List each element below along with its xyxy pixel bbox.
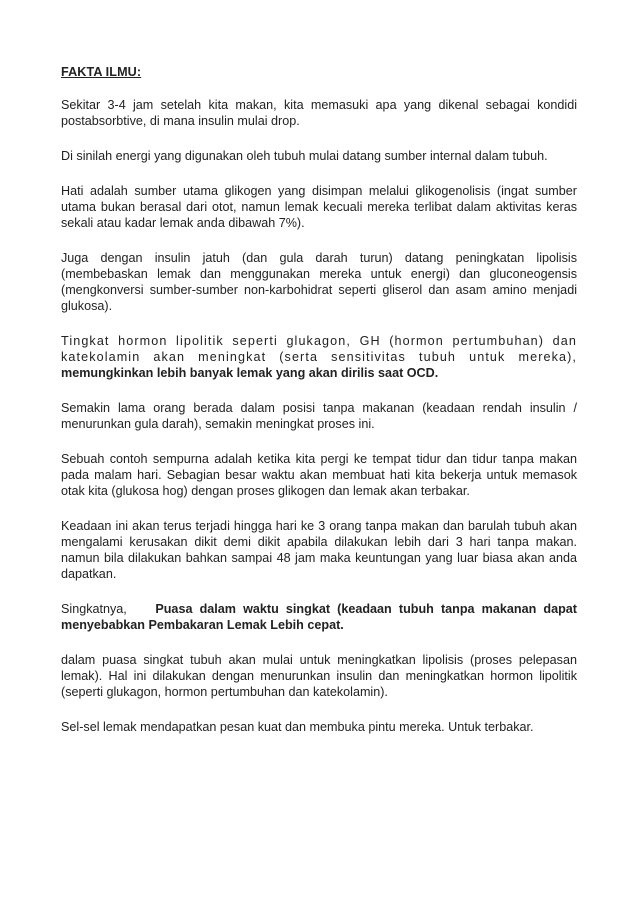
paragraph-liver-glycogen: Hati adalah sumber utama glikogen yang disimpan melalui glikogenolisis (ingat sumber utama bukan berasal dari otot, namun lemak kecuali mereka terlibat dalam aktivitas keras sekali atau kadar lemak anda dibawah 7%). (61, 184, 577, 230)
paragraph-fasting-duration: Semakin lama orang berada dalam posisi tanpa makanan (keadaan rendah insulin / menurunkan gula darah), semakin meningkat proses ini. (61, 401, 577, 431)
paragraph-summary (61, 601, 577, 633)
paragraph-sleep-example: Sebuah contoh sempurna adalah ketika kita pergi ke tempat tidur dan tidur tanpa makan pada malam hari. Sebagian besar waktu akan membuat hati kita bekerja untuk memasok otak kita (glukosa hog) dengan proses glikogen dan lemak akan terbakar. (61, 452, 577, 498)
paragraph-lipolytic-hormones (61, 333, 577, 381)
paragraph-lipolysis: Juga dengan insulin jatuh (dan gula darah turun) datang peningkatan lipolisis (membebaskan lemak dan menggunakan mereka untuk energi) dan gluconeogensis (mengkonversi sumber-sumber non-karbohidrat seperti gliserol dan asam amino menjadi glukosa). (61, 251, 577, 313)
paragraph-summary-emphasis: Puasa dalam waktu singkat (keadaan tubuh tanpa makanan dapat menyebabkan Pembakaran Lemak Lebih cepat. (61, 602, 577, 632)
paragraph-postabsorptive: Sekitar 3-4 jam setelah kita makan, kita memasuki apa yang dikenal sebagai kondidi postabsorbtive, di mana insulin mulai drop. (61, 98, 577, 128)
paragraph-fat-cells: Sel-sel lemak mendapatkan pesan kuat dan membuka pintu mereka. Untuk terbakar. (61, 720, 534, 734)
paragraph-short-fasting: dalam puasa singkat tubuh akan mulai untuk meningkatkan lipolisis (proses pelepasan lemak). Hal ini dilakukan dengan menurunkan insulin dan meningkatkan hormon lipolitik (seperti glukagon, hormon pertumbuhan dan katekolamin). (61, 653, 577, 699)
section-heading: FAKTA ILMU: (61, 65, 142, 79)
paragraph-summary-lead: Singkatnya, (61, 602, 127, 616)
document-page (61, 64, 577, 754)
paragraph-three-days: Keadaan ini akan terus terjadi hingga hari ke 3 orang tanpa makan dan barulah tubuh akan mengalami kerusakan dikit demi dikit apabila dilakukan lebih dari 3 hari tanpa makan. namun bila dilakukan bahkan sampai 48 jam maka keuntungan yang luar biasa akan anda dapatkan. (61, 519, 577, 581)
paragraph-internal-energy: Di sinilah energi yang digunakan oleh tubuh mulai datang sumber internal dalam tubuh. (61, 149, 548, 163)
paragraph-lipolytic-hormones-text: Tingkat hormon lipolitik seperti glukagon, GH (hormon pertumbuhan) dan katekolamin akan meningkat (serta sensitivitas tubuh untuk mereka), (61, 334, 577, 364)
paragraph-lipolytic-hormones-emphasis: memungkinkan lebih banyak lemak yang akan dirilis saat OCD. (61, 366, 439, 380)
